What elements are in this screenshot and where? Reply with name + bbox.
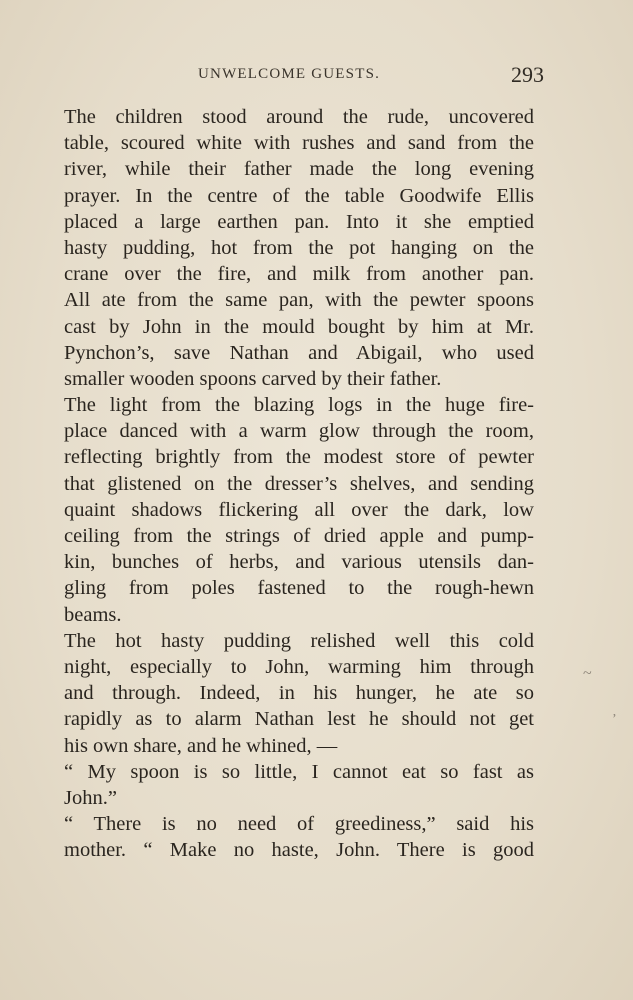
text-line: “ There is no need of greediness,” said his xyxy=(64,813,534,836)
text-line: table, scoured white with rushes and sand from the xyxy=(64,132,534,155)
running-title: UNWELCOME GUESTS. xyxy=(198,66,381,82)
text-line: night, especially to John, warming him through xyxy=(64,655,534,678)
text-line: quaint shadows flickering all over the dark, low xyxy=(64,498,534,521)
text-line: that glistened on the dresser’s shelves, and sending xyxy=(64,472,534,495)
text-line: smaller wooden spoons carved by their father. xyxy=(64,367,442,390)
text-line: The children stood around the rude, uncovered xyxy=(64,106,534,128)
text-line: kin, bunches of herbs, and various utensils dan- xyxy=(64,551,534,574)
margin-mark: ~ xyxy=(583,665,592,682)
body-text xyxy=(64,104,534,863)
text-line: reflecting brightly from the modest store of pewter xyxy=(64,446,534,469)
text-line: hasty pudding, hot from the pot hanging on the xyxy=(64,236,534,259)
text-line: gling from poles fastened to the rough-hewn xyxy=(64,577,534,600)
text-line: his own share, and he whined, — xyxy=(64,734,338,757)
text-line: mother. “ Make no haste, John. There is good xyxy=(64,839,534,862)
text-line: John.” xyxy=(64,786,117,809)
page-number: 293 xyxy=(511,62,544,87)
text-line: prayer. In the centre of the table Goodwife Ellis xyxy=(64,184,534,207)
margin-mark: ’ xyxy=(612,712,617,727)
text-line: The light from the blazing logs in the huge fire- xyxy=(64,394,534,417)
text-line: place danced with a warm glow through the room, xyxy=(64,420,534,443)
text-line: rapidly as to alarm Nathan lest he should not get xyxy=(64,708,534,731)
text-line: beams. xyxy=(64,603,122,626)
text-line: placed a large earthen pan. Into it she emptied xyxy=(64,210,534,233)
text-line: Pynchon’s, save Nathan and Abigail, who used xyxy=(64,341,534,364)
text-line: All ate from the same pan, with the pewter spoons xyxy=(64,289,534,312)
text-line: The hot hasty pudding relished well this cold xyxy=(64,629,534,652)
text-line: “ My spoon is so little, I cannot eat so fast as xyxy=(64,760,534,783)
page-header xyxy=(64,62,544,86)
text-line: cast by John in the mould bought by him at Mr. xyxy=(64,315,534,338)
text-line: river, while their father made the long evening xyxy=(64,158,534,181)
text-line: crane over the fire, and milk from another pan. xyxy=(64,263,534,286)
text-line: and through. Indeed, in his hunger, he ate so xyxy=(64,682,534,705)
text-line: ceiling from the strings of dried apple and pump- xyxy=(64,525,534,547)
